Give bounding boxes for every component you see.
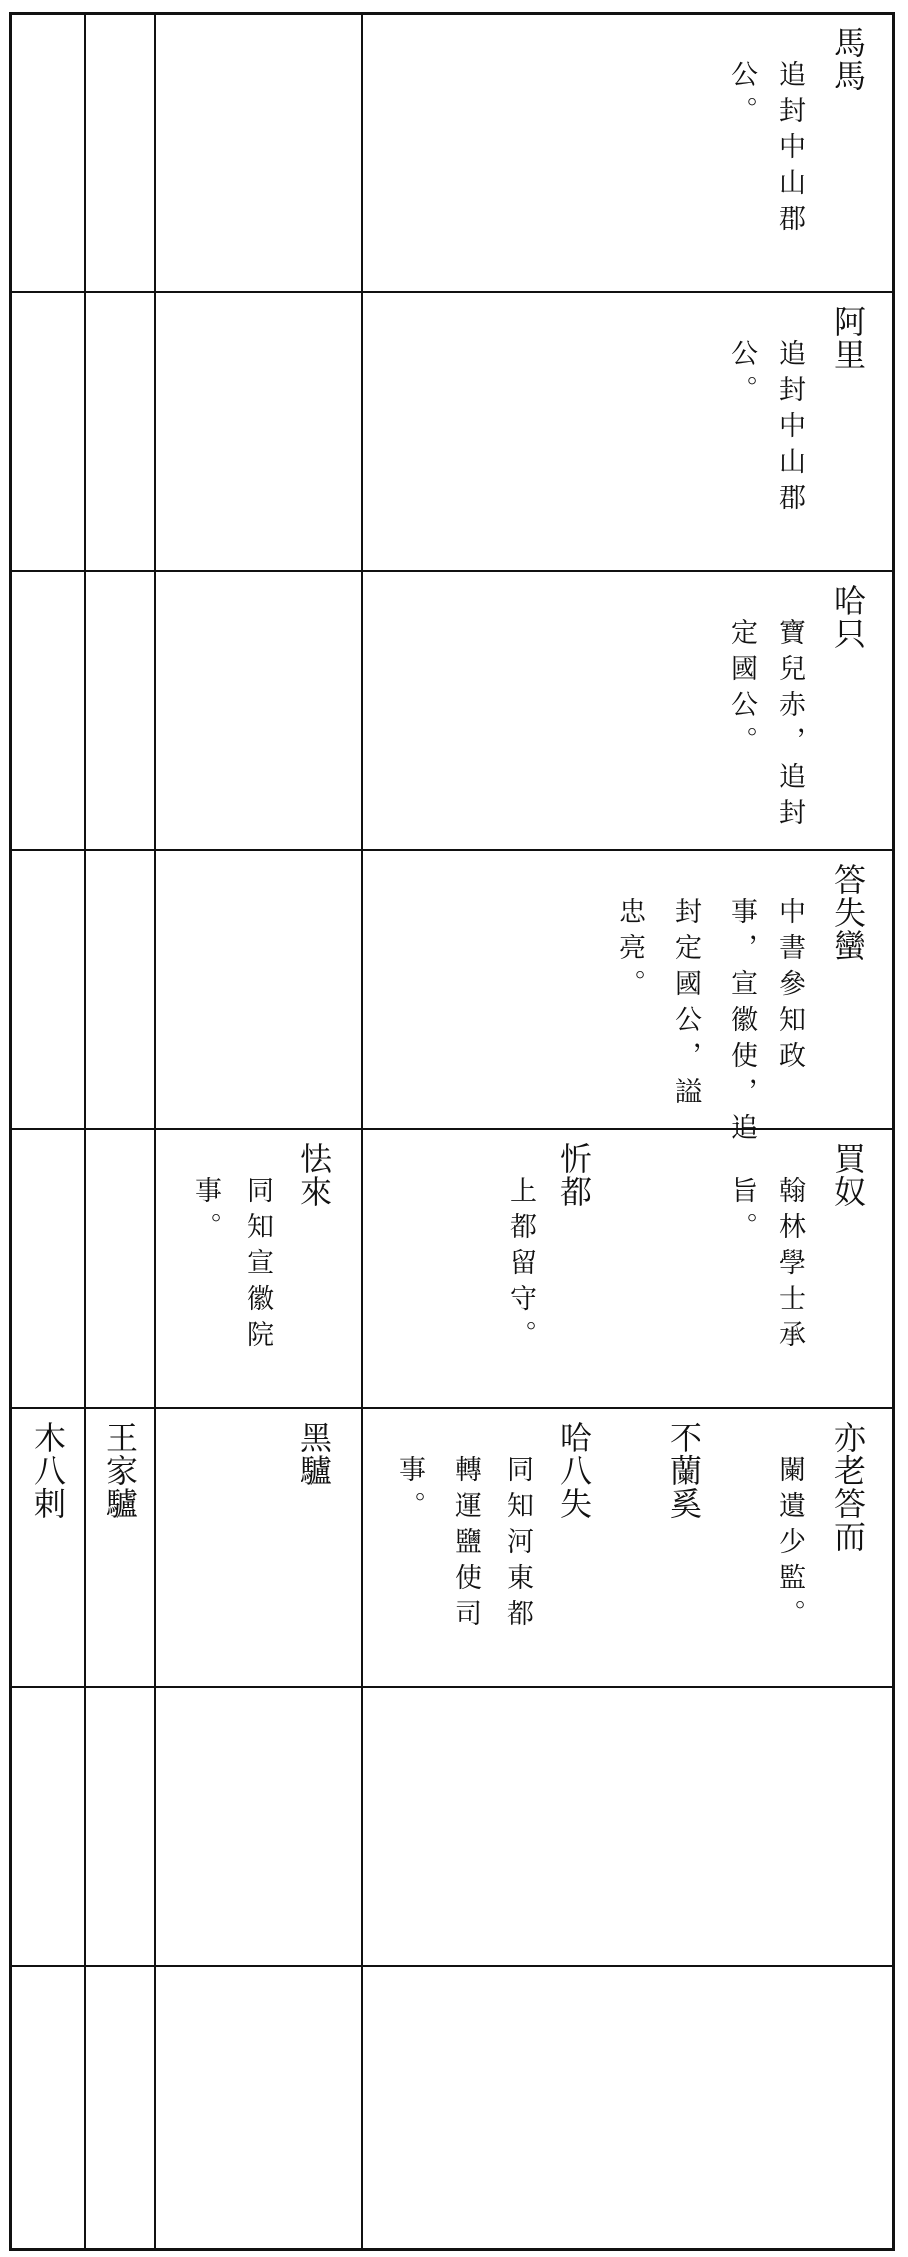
person-name: 答失蠻 [829, 863, 867, 962]
person-note: 忠亮。 [614, 897, 645, 1005]
person-note: 事，宣徽使，追 [726, 897, 757, 1149]
person-name: 哈只 [829, 584, 867, 650]
person-name: 馬馬 [829, 26, 867, 92]
person-name: 阿里 [829, 305, 867, 371]
column-divider [84, 12, 86, 2251]
person-name: 王家驢 [101, 1421, 139, 1520]
row-divider [9, 291, 895, 293]
person-name: 哈八失 [555, 1421, 593, 1520]
person-note: 同知河東都 [502, 1455, 533, 1635]
person-note: 寶兒赤，追封 [774, 618, 805, 834]
column-divider [154, 12, 156, 2251]
person-note: 上都留守。 [505, 1176, 536, 1356]
person-name: 亦老答而 [829, 1421, 867, 1553]
row-divider [9, 849, 895, 851]
person-note: 事。 [190, 1176, 221, 1248]
row-divider [9, 1128, 895, 1130]
row-divider [9, 1686, 895, 1688]
row-divider [9, 1407, 895, 1409]
person-name: 忻都 [555, 1142, 593, 1208]
person-note: 封定國公，謚 [670, 897, 701, 1113]
row-divider [9, 1965, 895, 1967]
person-note: 中書參知政 [774, 897, 805, 1077]
person-name: 不蘭奚 [665, 1421, 703, 1520]
person-note: 旨。 [726, 1176, 757, 1248]
person-note: 同知宣徽院 [242, 1176, 273, 1356]
person-name: 黑驢 [295, 1421, 333, 1487]
person-note: 事。 [394, 1455, 425, 1527]
row-divider [9, 570, 895, 572]
person-note: 闌遺少監。 [774, 1455, 805, 1635]
person-note: 追封中山郡 [774, 60, 805, 240]
person-note: 翰林學士承 [774, 1176, 805, 1356]
person-note: 追封中山郡 [774, 339, 805, 519]
person-name: 木八剌 [29, 1421, 67, 1520]
person-name: 怯來 [295, 1142, 333, 1208]
person-note: 公。 [726, 339, 757, 411]
column-divider [361, 12, 363, 2251]
person-note: 公。 [726, 60, 757, 132]
person-note: 定國公。 [726, 618, 757, 762]
table-frame [9, 12, 895, 2251]
person-name: 買奴 [829, 1142, 867, 1208]
person-note: 轉運鹽使司 [450, 1455, 481, 1635]
